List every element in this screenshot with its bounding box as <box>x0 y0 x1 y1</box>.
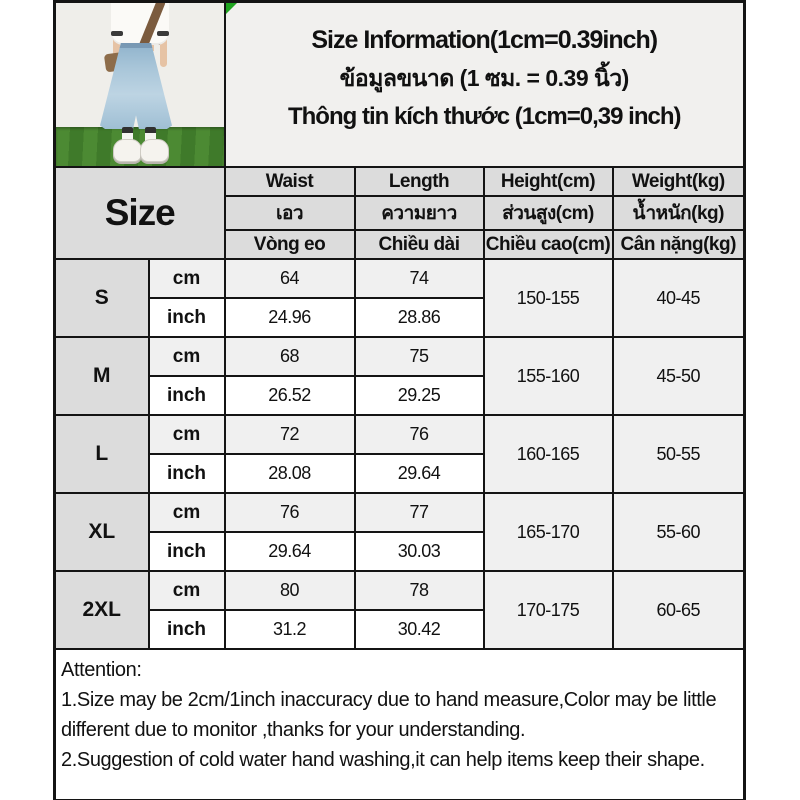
unit-inch: inch <box>149 532 225 571</box>
table-row <box>55 259 745 298</box>
col-header-height-th: ส่วนสูง(cm) <box>484 196 613 230</box>
col-header-weight-en: Weight(kg) <box>613 167 745 196</box>
height-range: 155-160 <box>484 337 613 415</box>
waist-inch-value: 24.96 <box>225 298 355 337</box>
sneaker-right <box>140 139 169 162</box>
length-cm-value: 76 <box>355 415 484 454</box>
attention-heading: Attention: <box>61 659 142 681</box>
length-inch-value: 29.64 <box>355 454 484 493</box>
sleeve-trim-left <box>111 31 123 36</box>
attention-note-1: 1.Size may be 2cm/1inch inaccuracy due to hand measure,Color may be little different due to monitor ,thanks for your understanding. <box>61 689 717 741</box>
header-row-en <box>55 167 745 196</box>
table-row <box>55 493 745 532</box>
model-figure <box>56 3 224 166</box>
title-thai: ข้อมูลขนาด (1 ซม. = 0.39 นิ้ว) <box>339 65 629 91</box>
table-row <box>55 337 745 376</box>
waist-cm-value: 76 <box>225 493 355 532</box>
attention-note <box>55 649 745 800</box>
height-range: 160-165 <box>484 415 613 493</box>
height-range: 150-155 <box>484 259 613 337</box>
product-photo <box>55 2 225 168</box>
unit-cm: cm <box>149 337 225 376</box>
size-header: Size <box>55 167 225 259</box>
unit-inch: inch <box>149 454 225 493</box>
unit-inch: inch <box>149 376 225 415</box>
length-inch-value: 29.25 <box>355 376 484 415</box>
waist-cm-value: 64 <box>225 259 355 298</box>
waist-cm-value: 72 <box>225 415 355 454</box>
size-table <box>53 0 746 800</box>
unit-cm: cm <box>149 415 225 454</box>
height-range: 170-175 <box>484 571 613 649</box>
col-header-height-vi: Chiều cao(cm) <box>484 230 613 259</box>
size-label-2xl: 2XL <box>55 571 149 649</box>
attention-note-2: 2.Suggestion of cold water hand washing,it can help items keep their shape. <box>61 749 705 771</box>
unit-inch: inch <box>149 298 225 337</box>
title-stack <box>226 2 744 161</box>
waist-inch-value: 28.08 <box>225 454 355 493</box>
length-cm-value: 78 <box>355 571 484 610</box>
col-header-length-vi: Chiều dài <box>355 230 484 259</box>
title-cell <box>225 2 745 168</box>
table-row <box>55 415 745 454</box>
weight-range: 55-60 <box>613 493 745 571</box>
unit-cm: cm <box>149 493 225 532</box>
waist-inch-value: 29.64 <box>225 532 355 571</box>
table-row <box>55 571 745 610</box>
length-inch-value: 28.86 <box>355 298 484 337</box>
size-label-s: S <box>55 259 149 337</box>
weight-range: 45-50 <box>613 337 745 415</box>
unit-cm: cm <box>149 259 225 298</box>
col-header-waist-vi: Vòng eo <box>225 230 355 259</box>
col-header-weight-th: น้ำหนัก(kg) <box>613 196 745 230</box>
col-header-waist-th: เอว <box>225 196 355 230</box>
length-cm-value: 74 <box>355 259 484 298</box>
title-vietnamese: Thông tin kích thước (1cm=0,39 inch) <box>287 103 681 130</box>
sleeve-trim-right <box>157 31 169 36</box>
size-label-l: L <box>55 415 149 493</box>
unit-inch: inch <box>149 610 225 649</box>
size-label-m: M <box>55 337 149 415</box>
waist-cm-value: 80 <box>225 571 355 610</box>
length-inch-value: 30.42 <box>355 610 484 649</box>
waist-inch-value: 26.52 <box>225 376 355 415</box>
weight-range: 60-65 <box>613 571 745 649</box>
waist-inch-value: 31.2 <box>225 610 355 649</box>
size-label-xl: XL <box>55 493 149 571</box>
title-english: Size Information(1cm=0.39inch) <box>311 26 658 54</box>
title-row <box>55 2 745 168</box>
length-cm-value: 75 <box>355 337 484 376</box>
col-header-waist-en: Waist <box>225 167 355 196</box>
length-cm-value: 77 <box>355 493 484 532</box>
col-header-length-en: Length <box>355 167 484 196</box>
waist-cm-value: 68 <box>225 337 355 376</box>
unit-cm: cm <box>149 571 225 610</box>
sneaker-left <box>113 139 142 162</box>
height-range: 165-170 <box>484 493 613 571</box>
attention-row <box>55 649 745 800</box>
col-header-height-en: Height(cm) <box>484 167 613 196</box>
weight-range: 40-45 <box>613 259 745 337</box>
weight-range: 50-55 <box>613 415 745 493</box>
col-header-weight-vi: Cân nặng(kg) <box>613 230 745 259</box>
col-header-length-th: ความยาว <box>355 196 484 230</box>
length-inch-value: 30.03 <box>355 532 484 571</box>
